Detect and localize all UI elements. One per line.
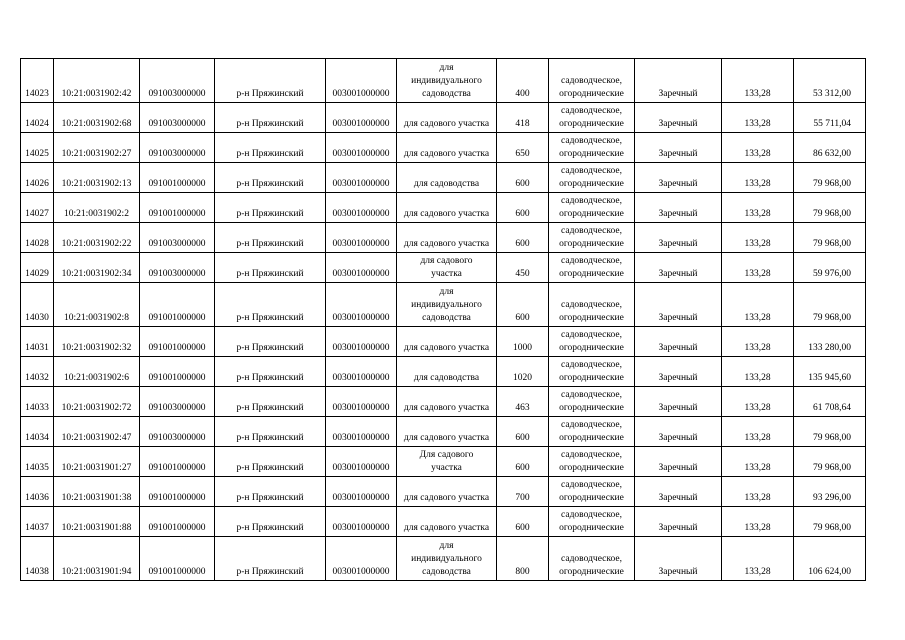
table-row [21, 447, 866, 477]
land-category: садоводческое, огороднические [549, 507, 635, 537]
row-number: 14029 [21, 253, 54, 283]
table-row [21, 223, 866, 253]
okato-code: 091003000000 [140, 223, 215, 253]
area: 800 [497, 537, 549, 581]
area: 1000 [497, 327, 549, 357]
permitted-use: для садового участка [397, 193, 497, 223]
row-number: 14024 [21, 103, 54, 133]
permitted-use: для садоводства [397, 357, 497, 387]
table-row [21, 507, 866, 537]
settlement: Заречный [635, 447, 722, 477]
cadastral-value: 79 968,00 [794, 447, 866, 477]
land-category: садоводческое, огороднические [549, 193, 635, 223]
district: р-н Пряжинский [215, 357, 326, 387]
permitted-use: для садового участка [397, 133, 497, 163]
area: 600 [497, 193, 549, 223]
row-number: 14026 [21, 163, 54, 193]
cadastral-number: 10:21:0031902:13 [54, 163, 140, 193]
okato-code: 091001000000 [140, 357, 215, 387]
land-category: садоводческое, огороднические [549, 477, 635, 507]
permitted-use: для индивидуального садоводства [397, 283, 497, 327]
okato-code: 091003000000 [140, 103, 215, 133]
land-category: садоводческое, огороднические [549, 59, 635, 103]
settlement: Заречный [635, 133, 722, 163]
table-row [21, 417, 866, 447]
specific-value: 133,28 [722, 387, 794, 417]
permitted-use: для садового участка [397, 253, 497, 283]
cadastral-value: 93 296,00 [794, 477, 866, 507]
cadastral-value: 79 968,00 [794, 507, 866, 537]
cadastral-value: 79 968,00 [794, 417, 866, 447]
category-code: 003001000000 [326, 223, 397, 253]
okato-code: 091003000000 [140, 387, 215, 417]
cadastral-value: 53 312,00 [794, 59, 866, 103]
row-number: 14028 [21, 223, 54, 253]
cadastral-number: 10:21:0031902:22 [54, 223, 140, 253]
cadastral-number: 10:21:0031902:8 [54, 283, 140, 327]
row-number: 14037 [21, 507, 54, 537]
table-row [21, 327, 866, 357]
permitted-use: для индивидуального садоводства [397, 537, 497, 581]
table-row [21, 537, 866, 581]
cadastral-number: 10:21:0031902:34 [54, 253, 140, 283]
okato-code: 091001000000 [140, 193, 215, 223]
cadastral-value: 106 624,00 [794, 537, 866, 581]
okato-code: 091001000000 [140, 507, 215, 537]
table-row [21, 283, 866, 327]
cadastral-number: 10:21:0031902:68 [54, 103, 140, 133]
cadastral-number: 10:21:0031901:38 [54, 477, 140, 507]
cadastral-number: 10:21:0031901:27 [54, 447, 140, 477]
district: р-н Пряжинский [215, 253, 326, 283]
specific-value: 133,28 [722, 357, 794, 387]
okato-code: 091001000000 [140, 283, 215, 327]
row-number: 14033 [21, 387, 54, 417]
specific-value: 133,28 [722, 223, 794, 253]
land-category: садоводческое, огороднические [549, 103, 635, 133]
permitted-use: для садового участка [397, 223, 497, 253]
specific-value: 133,28 [722, 133, 794, 163]
district: р-н Пряжинский [215, 507, 326, 537]
category-code: 003001000000 [326, 447, 397, 477]
cadastral-value: 79 968,00 [794, 163, 866, 193]
cadastral-number: 10:21:0031901:88 [54, 507, 140, 537]
land-category: садоводческое, огороднические [549, 447, 635, 477]
permitted-use: для садового участка [397, 103, 497, 133]
land-category: садоводческое, огороднические [549, 387, 635, 417]
area: 400 [497, 59, 549, 103]
land-category: садоводческое, огороднические [549, 253, 635, 283]
table-row [21, 253, 866, 283]
category-code: 003001000000 [326, 417, 397, 447]
row-number: 14031 [21, 327, 54, 357]
cadastral-number: 10:21:0031902:42 [54, 59, 140, 103]
permitted-use: для садового участка [397, 327, 497, 357]
district: р-н Пряжинский [215, 477, 326, 507]
area: 600 [497, 447, 549, 477]
permitted-use: для садового участка [397, 477, 497, 507]
permitted-use: для садового участка [397, 387, 497, 417]
area: 600 [497, 283, 549, 327]
district: р-н Пряжинский [215, 327, 326, 357]
specific-value: 133,28 [722, 103, 794, 133]
permitted-use: Для садового участка [397, 447, 497, 477]
specific-value: 133,28 [722, 327, 794, 357]
district: р-н Пряжинский [215, 417, 326, 447]
specific-value: 133,28 [722, 477, 794, 507]
district: р-н Пряжинский [215, 103, 326, 133]
permitted-use: для индивидуального садоводства [397, 59, 497, 103]
category-code: 003001000000 [326, 193, 397, 223]
settlement: Заречный [635, 103, 722, 133]
okato-code: 091003000000 [140, 59, 215, 103]
land-category: садоводческое, огороднические [549, 133, 635, 163]
row-number: 14025 [21, 133, 54, 163]
specific-value: 133,28 [722, 447, 794, 477]
category-code: 003001000000 [326, 163, 397, 193]
land-category: садоводческое, огороднические [549, 417, 635, 447]
district: р-н Пряжинский [215, 163, 326, 193]
category-code: 003001000000 [326, 283, 397, 327]
district: р-н Пряжинский [215, 447, 326, 477]
permitted-use: для садового участка [397, 417, 497, 447]
row-number: 14035 [21, 447, 54, 477]
area: 463 [497, 387, 549, 417]
cadastral-value: 61 708,64 [794, 387, 866, 417]
specific-value: 133,28 [722, 193, 794, 223]
district: р-н Пряжинский [215, 537, 326, 581]
category-code: 003001000000 [326, 59, 397, 103]
land-category: садоводческое, огороднические [549, 327, 635, 357]
land-category: садоводческое, огороднические [549, 357, 635, 387]
cadastral-value: 55 711,04 [794, 103, 866, 133]
land-category: садоводческое, огороднические [549, 283, 635, 327]
settlement: Заречный [635, 223, 722, 253]
specific-value: 133,28 [722, 59, 794, 103]
okato-code: 091001000000 [140, 447, 215, 477]
area: 650 [497, 133, 549, 163]
settlement: Заречный [635, 357, 722, 387]
cadastral-value: 79 968,00 [794, 193, 866, 223]
okato-code: 091003000000 [140, 253, 215, 283]
district: р-н Пряжинский [215, 59, 326, 103]
settlement: Заречный [635, 507, 722, 537]
cadastral-number: 10:21:0031902:47 [54, 417, 140, 447]
land-category: садоводческое, огороднические [549, 223, 635, 253]
specific-value: 133,28 [722, 253, 794, 283]
cadastral-value: 133 280,00 [794, 327, 866, 357]
cadastral-number: 10:21:0031902:6 [54, 357, 140, 387]
specific-value: 133,28 [722, 537, 794, 581]
area: 418 [497, 103, 549, 133]
row-number: 14027 [21, 193, 54, 223]
cadastral-number: 10:21:0031902:32 [54, 327, 140, 357]
row-number: 14023 [21, 59, 54, 103]
okato-code: 091003000000 [140, 417, 215, 447]
cadastral-value: 59 976,00 [794, 253, 866, 283]
specific-value: 133,28 [722, 283, 794, 327]
okato-code: 091001000000 [140, 537, 215, 581]
row-number: 14038 [21, 537, 54, 581]
land-category: садоводческое, огороднические [549, 163, 635, 193]
district: р-н Пряжинский [215, 193, 326, 223]
cadastral-value: 135 945,60 [794, 357, 866, 387]
permitted-use: для садоводства [397, 163, 497, 193]
table-row [21, 357, 866, 387]
category-code: 003001000000 [326, 387, 397, 417]
area: 1020 [497, 357, 549, 387]
cadastral-value: 86 632,00 [794, 133, 866, 163]
district: р-н Пряжинский [215, 133, 326, 163]
district: р-н Пряжинский [215, 283, 326, 327]
row-number: 14030 [21, 283, 54, 327]
category-code: 003001000000 [326, 133, 397, 163]
settlement: Заречный [635, 387, 722, 417]
settlement: Заречный [635, 327, 722, 357]
category-code: 003001000000 [326, 103, 397, 133]
okato-code: 091001000000 [140, 327, 215, 357]
settlement: Заречный [635, 163, 722, 193]
district: р-н Пряжинский [215, 387, 326, 417]
settlement: Заречный [635, 253, 722, 283]
land-category: садоводческое, огороднические [549, 537, 635, 581]
area: 600 [497, 223, 549, 253]
category-code: 003001000000 [326, 537, 397, 581]
category-code: 003001000000 [326, 507, 397, 537]
category-code: 003001000000 [326, 327, 397, 357]
land-registry-table [20, 58, 866, 581]
area: 450 [497, 253, 549, 283]
cadastral-value: 79 968,00 [794, 223, 866, 253]
cadastral-number: 10:21:0031902:2 [54, 193, 140, 223]
table-row [21, 163, 866, 193]
okato-code: 091001000000 [140, 477, 215, 507]
area: 700 [497, 477, 549, 507]
cadastral-number: 10:21:0031902:72 [54, 387, 140, 417]
okato-code: 091001000000 [140, 163, 215, 193]
table-row [21, 193, 866, 223]
category-code: 003001000000 [326, 253, 397, 283]
category-code: 003001000000 [326, 357, 397, 387]
row-number: 14032 [21, 357, 54, 387]
table-row [21, 387, 866, 417]
cadastral-number: 10:21:0031902:27 [54, 133, 140, 163]
cadastral-value: 79 968,00 [794, 283, 866, 327]
specific-value: 133,28 [722, 417, 794, 447]
area: 600 [497, 163, 549, 193]
cadastral-number: 10:21:0031901:94 [54, 537, 140, 581]
settlement: Заречный [635, 417, 722, 447]
area: 600 [497, 507, 549, 537]
table-row [21, 477, 866, 507]
settlement: Заречный [635, 283, 722, 327]
settlement: Заречный [635, 537, 722, 581]
okato-code: 091003000000 [140, 133, 215, 163]
row-number: 14036 [21, 477, 54, 507]
specific-value: 133,28 [722, 163, 794, 193]
area: 600 [497, 417, 549, 447]
row-number: 14034 [21, 417, 54, 447]
table-row [21, 103, 866, 133]
settlement: Заречный [635, 193, 722, 223]
district: р-н Пряжинский [215, 223, 326, 253]
settlement: Заречный [635, 477, 722, 507]
table-row [21, 133, 866, 163]
category-code: 003001000000 [326, 477, 397, 507]
specific-value: 133,28 [722, 507, 794, 537]
settlement: Заречный [635, 59, 722, 103]
table-row [21, 59, 866, 103]
permitted-use: для садового участка [397, 507, 497, 537]
